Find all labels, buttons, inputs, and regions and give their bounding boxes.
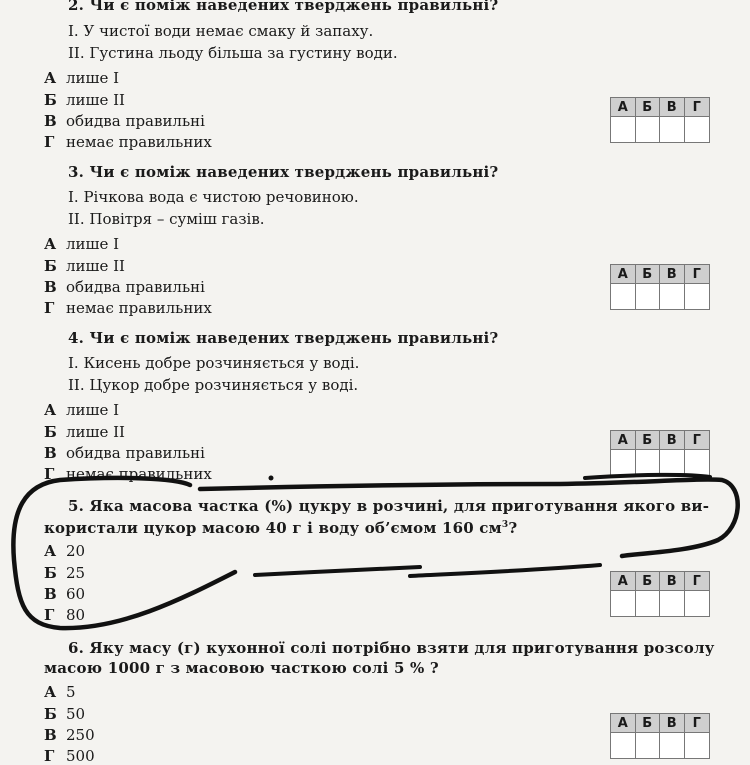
q5-option-a: А 20	[44, 542, 86, 560]
answer-cell[interactable]	[611, 284, 636, 309]
q2-answer-grid: А Б В Г	[610, 97, 710, 143]
answer-cell[interactable]	[660, 591, 685, 616]
q4-option-b: Б лише ІІ	[44, 423, 125, 441]
answer-cell[interactable]	[636, 117, 661, 142]
q6-option-b: Б 50	[44, 705, 86, 723]
q2-option-a: А лише І	[44, 69, 120, 87]
answer-cell[interactable]	[685, 733, 710, 758]
q3-option-d: Г немає правильних	[44, 299, 212, 317]
q5-option-b: Б 25	[44, 564, 86, 582]
q2-title: 2. Чи є поміж наведених тверджень правильні?	[68, 0, 499, 14]
q4-statement-1: І. Кисень добре розчиняється у воді.	[68, 354, 360, 372]
answer-cell[interactable]	[685, 284, 710, 309]
q4-title: 4. Чи є поміж наведених тверджень правильні?	[68, 329, 499, 347]
answer-cell[interactable]	[660, 284, 685, 309]
q6-option-a: А 5	[44, 683, 76, 701]
answer-cell[interactable]	[636, 591, 661, 616]
answer-cell[interactable]	[611, 733, 636, 758]
q6-answer-grid: А Б В Г	[610, 713, 710, 759]
q2-option-b: Б лише ІІ	[44, 91, 125, 109]
pen-dot	[269, 476, 274, 481]
q3-answer-grid: А Б В Г	[610, 264, 710, 310]
q4-option-a: А лише І	[44, 401, 120, 419]
q4-statement-2: ІІ. Цукор добре розчиняється у воді.	[68, 376, 359, 394]
answer-cell[interactable]	[685, 450, 710, 475]
answer-cell[interactable]	[636, 733, 661, 758]
answer-cell[interactable]	[636, 284, 661, 309]
q5-option-c: В 60	[44, 585, 86, 603]
q3-option-a: А лише І	[44, 235, 120, 253]
q3-title: 3. Чи є поміж наведених тверджень правильні?	[68, 163, 499, 181]
answer-cell[interactable]	[611, 591, 636, 616]
answer-cell[interactable]	[636, 450, 661, 475]
answer-cell[interactable]	[611, 450, 636, 475]
q3-option-b: Б лише ІІ	[44, 257, 125, 275]
q5-question-line-2: користали цукор масою 40 г і воду об’ємом 160 $см^3$?	[44, 519, 518, 537]
q3-option-c: В обидва правильні	[44, 278, 205, 296]
q3-statement-1: І. Річкова вода є чистою речовиною.	[68, 188, 359, 206]
q5-question-line-1: 5. Яка масова частка (%) цукру в розчині, для приготування якого ви-	[68, 497, 710, 515]
q4-answer-grid: А Б В Г	[610, 430, 710, 476]
q6-option-c: В 250	[44, 726, 95, 744]
answer-cell[interactable]	[660, 450, 685, 475]
answer-cell[interactable]	[660, 117, 685, 142]
q6-question-line-1: 6. Яку масу (г) кухонної солі потрібно взяти для приготування розсолу	[68, 639, 715, 657]
q2-option-c: В обидва правильні	[44, 112, 205, 130]
marker-stroke	[410, 565, 600, 576]
q5-answer-grid: А Б В Г	[610, 571, 710, 617]
q5-option-d: Г 80	[44, 606, 86, 624]
marker-stroke	[200, 480, 738, 556]
marker-stroke	[255, 567, 420, 575]
answer-cell[interactable]	[611, 117, 636, 142]
q2-statement-1: І. У чистої води немає смаку й запаху.	[68, 22, 374, 40]
answer-cell[interactable]	[660, 733, 685, 758]
answer-cell[interactable]	[685, 591, 710, 616]
q4-option-c: В обидва правильні	[44, 444, 205, 462]
q4-option-d: Г немає правильних	[44, 465, 212, 483]
q2-option-d: Г немає правильних	[44, 133, 212, 151]
q2-statement-2: ІІ. Густина льоду більша за густину води.	[68, 44, 398, 62]
answer-cell[interactable]	[685, 117, 710, 142]
q3-statement-2: ІІ. Повітря – суміш газів.	[68, 210, 265, 228]
q6-question-line-2: масою 1000 г з масовою часткою солі 5 % ?	[44, 659, 439, 677]
q6-option-d: Г 500	[44, 747, 95, 765]
